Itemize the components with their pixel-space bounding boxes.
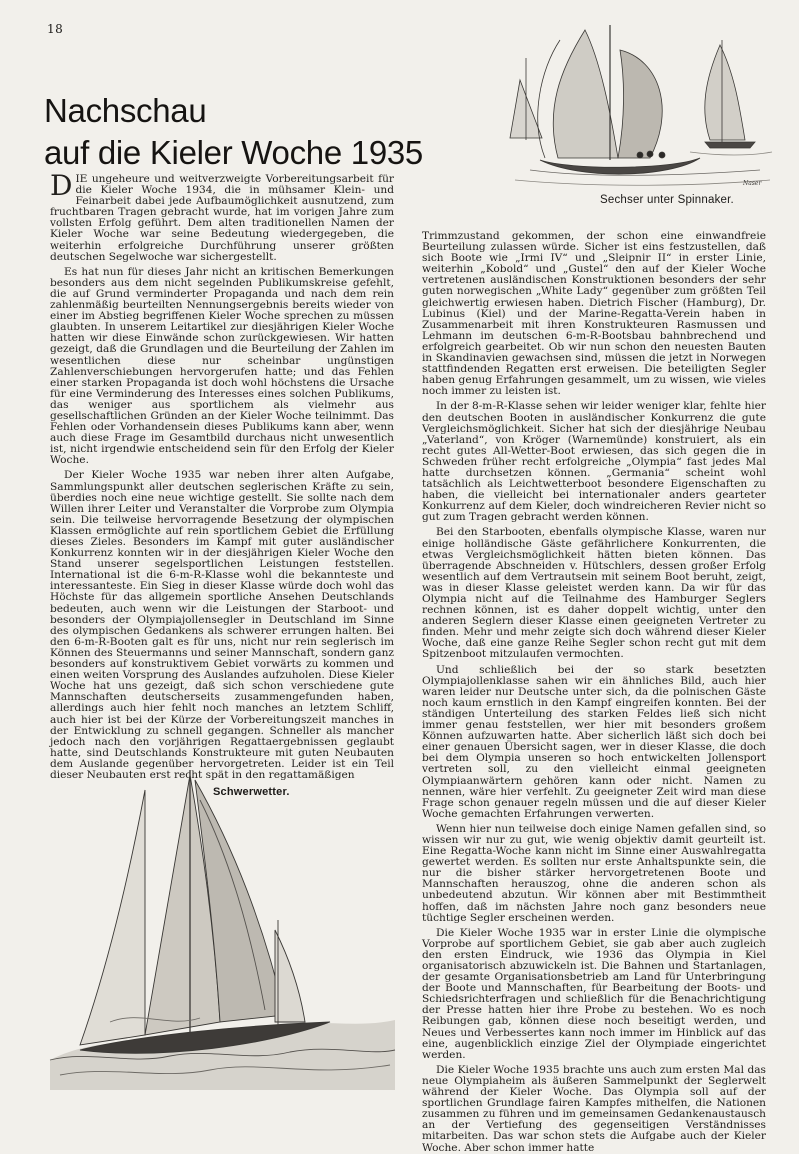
title-line-2: auf die Kieler Woche 1935 [44, 134, 423, 171]
top-illustration-signature: Naser [743, 180, 762, 187]
right-paragraph-6: Die Kieler Woche 1935 war in erster Linie die olympische Vorprobe auf sportlichem Gebiet, sie gab aber auch zugleich den ersten Eindruck, wie 1936 das Olympia in Kiel organisatorisch abzuwickeln ist. Die Bahnen und Startanlagen, der gesamte Organisationsbetrieb am Land für Unterbringung der Boote und Mannschaften, für Bearbeitung der Boots- und Schiedsrichterfragen und schließlich für die Benachrichtigung der Presse hatten hier ihre Probe zu bestehen. Wo es noch Reibungen gab, können diese noch beseitigt werden, und Neues und Verbessertes kann noch immer im Hinblick auf das eine, augenblicklich einzige Ziel der Olympiade eingerichtet werden. [422, 926, 766, 1061]
article-title [44, 90, 464, 174]
right-paragraph-5: Wenn hier nun teilweise doch einige Namen gefallen sind, so wissen wir nur zu gut, wie wenig objektiv damit geurteilt ist. Eine Regatta-Woche kann nicht im Sinne einer Auswahlregatta gewertet werden. Es sollten nur erste Anhaltspunkte sein, die nur die bisher stärker hervorgetretenen Boote und Mannschaften herauszog, ohne die anderen schon als unbedeutend abzutun. Wir können aber mit Bestimmtheit hoffen, daß im nächsten Jahre noch ganz besonders neue tüchtige Segler erscheinen werden. [422, 822, 766, 924]
left-paragraph-2: Es hat nun für dieses Jahr nicht an kritischen Bemerkungen besonders aus dem nicht segelnden Publikumskreise gefehlt, die auf Grund verminderter Propaganda und nach dem rein zahlenmäßig beurteilten Nennungsergebnis bereits wieder von einer im Abstieg begriffenen Kieler Woche sprechen zu müssen glaubten. In unserem Leitartikel zur diesjährigen Kieler Woche hatten wir diese Einwände schon zurückgewiesen. Wir hatten gezeigt, daß die Grundlagen und die Beurteilung der Zahlen im wesentlichen diese nur scheinbar ungünstigen Zahlenverschiebungen hervorgerufen hatte; und das Fehlen einer starken Propaganda ist doch wohl höchstens die Ursache für eine Verminderung des Interesses eines solchen Publikums, das weniger aus sportlichem als vielmehr aus gesellschaftlichen Gründen an der Kieler Woche teilnimmt. Das Fehlen oder Vorhandensein dieses Publikums kann aber, wenn auch diese Frage im Gesamtbild durchaus nicht unwesentlich ist, nicht irgendwie entscheidend sein für den Erfolg der Kieler Woche. [50, 265, 394, 467]
right-paragraph-7: Die Kieler Woche 1935 brachte uns auch zum ersten Mal das neue Olympiaheim als äußeren Sammelpunkt der Seglerwelt während der Kieler Woche. Das Olympia soll auf der sportlichen Grundlage fairen Kampfes mithelfen, die Nationen zusammen zu führen und im gemeinsamen Gedankenaustausch an der Vertiefung des gegenseitigen Verständnisses mitarbeiten. Das war schon stets die Aufgabe auch der Kieler Woche. Aber schon immer hatte [422, 1063, 766, 1154]
sailboats-spinnaker-illustration [500, 20, 775, 198]
right-paragraph-2: In der 8-m-R-Klasse sehen wir leider weniger klar, fehlte hier den deutschen Booten in ausländischer Konkurrenz die gute Vergleichsmöglichkeit. Sicher hat sich der diesjährige Neubau „Vaterland“, von Kröger (Warnemünde) konstruiert, als ein recht gutes All-Wetter-Boot erwiesen, das sich gegen die in Schweden früher recht erfolgreiche „Olympia“ fast jedes Mal hatte durchsetzen können. „Germania“ scheint wohl tatsächlich als Leichtwetterboot besondere Eigenschaften zu haben, die vielleicht bei internationaler anders gearteter Konkurrenz auf dem Kieler, doch windreicheren Revier nicht so gut zum Tragen gebracht werden können. [422, 400, 766, 524]
page-number: 18 [47, 22, 64, 36]
left-paragraph-1 [50, 169, 394, 263]
title-line-1: Nachschau [44, 92, 207, 129]
bottom-figure-caption: Schwerwetter. [213, 786, 290, 798]
right-text-column [422, 230, 766, 1154]
left-text-column [50, 169, 394, 781]
drop-cap: D [50, 169, 73, 202]
right-paragraph-4: Und schließlich bei der so stark besetzten Olympiajollenklasse sahen wir ein ähnliches Bild, auch hier waren leider nur Deutsche unter sich, da die polnischen Gäste noch kaum ernstlich in den Kampf eingreifen konnten. Bei der ständigen Unterteilung des starken Feldes ließ sich nicht immer genau feststellen, wer hier mit besonders großem Können aufzuwarten hatte. Aber sicherlich läßt sich doch bei einer genauen Übersicht sagen, wer in dieser Klasse, die doch bei dem Olympia unseren so hoch entwickelten Jollensport vertreten soll, zu den vielleicht einmal geeigneten Olympiaanwärtern gehören kann oder nicht. Namen zu nennen, wäre hier verfehlt. Zu geeigneter Zeit wird man diese Frage schon genauer regeln müssen und die auf dieser Kieler Woche gemachten Erfahrungen verwerten. [422, 663, 766, 820]
left-paragraph-1-text: IE ungeheure und weitverzweigte Vorbereitungsarbeit für die Kieler Woche 1934, die in mühsamer Klein- und Feinarbeit dabei jede Aufbaumöglichkeit ausnutzend, zum fruchtbaren Tragen gebracht wurde, hat im vorigen Jahre zum vollsten Erfolg geführt. Dem alten traditionellen Namen der Kieler Woche war seine Bedeutung wiedergegeben, die weiterhin erfolgreiche Durchführung unserer größten deutschen Segelwoche war sichergestellt. [50, 173, 394, 263]
left-paragraph-3: Der Kieler Woche 1935 war neben ihrer alten Aufgabe, Sammlungspunkt aller deutschen seglerischen Kräfte zu sein, überdies noch eine neue wichtige gestellt. Sie sollte nach dem Willen ihrer Leiter und Veranstalter die Vorprobe zum Olympia sein. Die teilweise hervorragende Besetzung der olympischen Klassen ermöglichte auf rein sportlichem Gebiet die Erfüllung dieses Zieles. Besonders im Kampf mit guter ausländischer Konkurrenz konnten wir in der diesjährigen Kieler Woche den Stand unserer segelsportlichen Leistungen feststellen. International ist die 6-m-R-Klasse wohl die bekannteste und interessanteste. Ein Sieg in dieser Klasse würde doch wohl das Höchste für das allgemein sportliche Ansehen Deutschlands bedeuten, auch wenn wir die Leistungen der Starboot- und besonders der Olympiajollensegler in Deutschland im Sinne des olympischen Gedankens als schwerer errungen halten. Bei den 6-m-R-Booten galt es für uns, nicht nur rein seglerisch im Können des Steuermanns und seiner Mannschaft, sondern ganz besonders auf konstruktivem Gebiet vorwärts zu kommen und einen weiten Vorsprung des Auslandes aufzuholen. Diese Kieler Woche hat uns gezeigt, daß sich schon verschiedene gute Mannschaften deutscherseits zusammengefunden haben, allerdings auch hier fehlt noch manches an letztem Schliff, auch hier ist bei der Kürze der Vorbereitungszeit manches in der Entwicklung zu schnell gegangen. Schneller als mancher jedoch nach den vorjährigen Regattaergebnissen geglaubt hatte, sind Deutschlands Konstrukteure mit guten Neubauten dem Auslande gegenüber hervorgetreten. Leider ist ein Teil dieser Neubauten erst recht spät in den regattamäßigen [50, 469, 394, 781]
heavy-weather-sailboat-illustration [50, 760, 395, 1090]
top-figure-caption: Sechser unter Spinnaker. [600, 194, 734, 206]
right-paragraph-1: Trimmzustand gekommen, der schon eine einwandfreie Beurteilung zulassen würde. Sicher ist eins festzustellen, daß sich Boote wie „Irmi IV“ und „Sleipnir II“ in erster Linie, weiterhin „Kobold“ und „Gustel“ den auf der Kieler Woche vertretenen ausländischen Konstruktionen besonders der sehr guten norwegischen „White Lady“ gegenüber zum größten Teil gleichwertig erwiesen haben. Dietrich Fischer (Hamburg), Dr. Lubinus (Kiel) und der Marine-Regatta-Verein haben in Zusammenarbeit mit ihren Konstrukteuren Rasmussen und Lehmann im deutschen 6-m-R-Bootsbau bahnbrechend und erfolgreich gearbeitet. Ob wir nun schon den neuesten Bauten in Skandinavien gewachsen sind, müssen die jetzt in Norwegen stattfindenden Regatten erst erweisen. Die beteiligten Segler haben genug Erfahrungen gesammelt, um zu wissen, wie vieles noch immer zu leisten ist. [422, 230, 766, 398]
right-paragraph-3: Bei den Starbooten, ebenfalls olympische Klasse, waren nur einige holländische Gäste gefährlichere Konkurrenten, die etwas Vergleichsmöglichkeit hätten bieten können. Das überragende Abschneiden v. Hütschlers, dessen großer Erfolg wesentlich auf dem Vertrautsein mit seinem Boot beruht, zeigt, was in dieser Klasse geleistet werden kann. Da wir für das Olympia nicht auf die Teilnahme des Hamburger Seglers rechnen können, ist es daher doppelt wichtig, unter den anderen Seglern dieser Klasse einen geeigneten Vertreter zu finden. Mehr und mehr zeigte sich doch während dieser Kieler Woche, daß eine ganze Reihe Segler schon recht gut mit dem Spitzenboot mitzulaufen vermochten. [422, 526, 766, 661]
